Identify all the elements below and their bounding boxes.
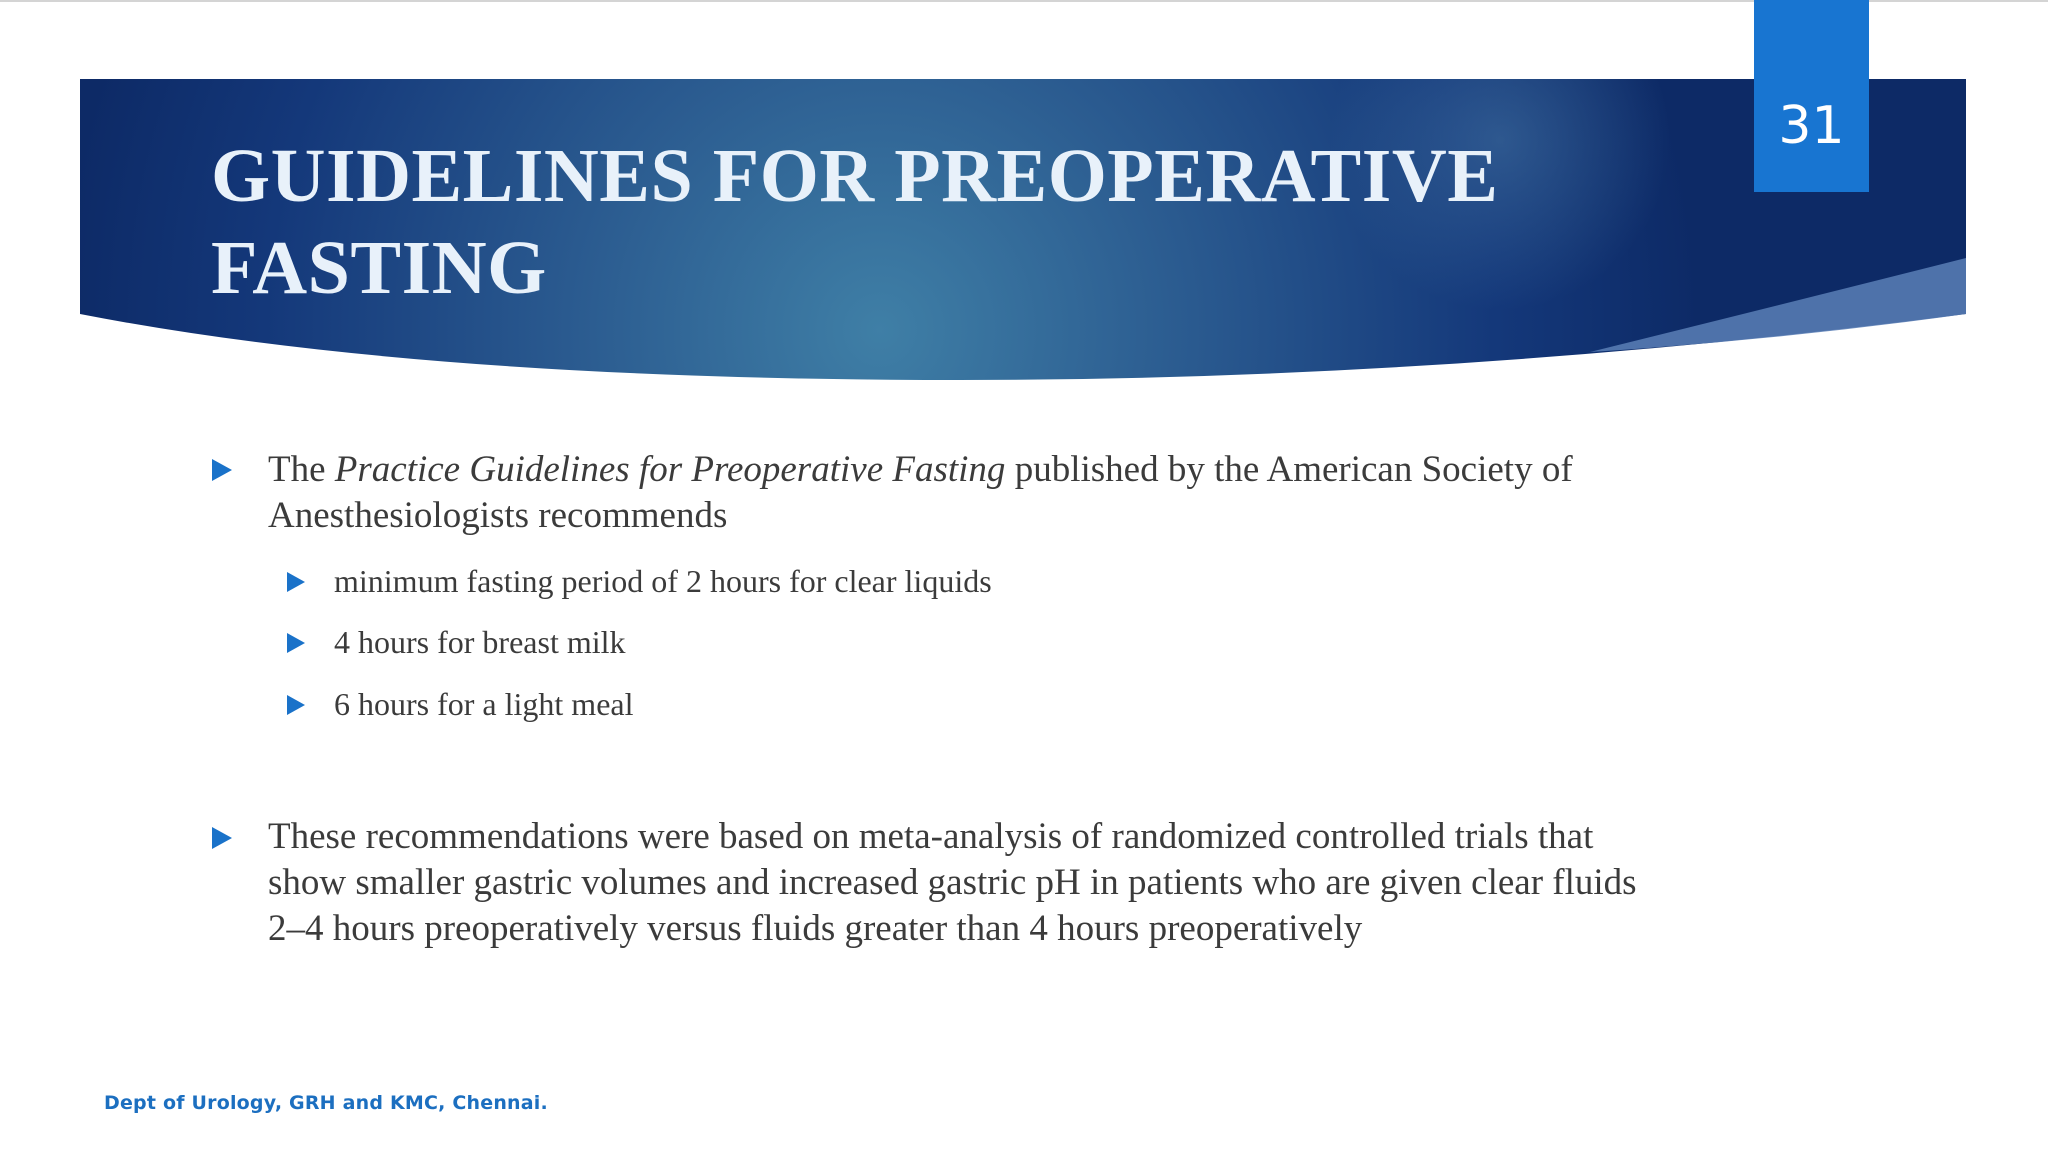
triangle-right-icon bbox=[212, 459, 232, 481]
sub-bullet-1: minimum fasting period of 2 hours for clear liquids bbox=[334, 563, 992, 599]
triangle-right-icon bbox=[287, 633, 305, 653]
bullet-2-text: These recommendations were based on meta-analysis of randomized controlled trials that show smaller gastric volumes and increased gastric pH in patients who are given clear fluids 2–4 hours preoperatively versus fluids greater than 4 hours preoperatively bbox=[268, 816, 1637, 949]
triangle-right-icon bbox=[212, 827, 232, 849]
title-line-2: FASTING bbox=[211, 226, 547, 310]
title-line-1: GUIDELINES FOR PREOPERATIVE bbox=[211, 134, 1499, 218]
bullet-1-italic-title: Practice Guidelines for Preoperative Fasting bbox=[334, 449, 1006, 490]
bullet-1-prefix: The bbox=[268, 449, 335, 490]
footer-department: Dept of Urology, GRH and KMC, Chennai. bbox=[104, 1092, 548, 1114]
slide-title bbox=[211, 130, 1611, 314]
bullet-1-suffix: published by the American Society of Anesthesiologists recommends bbox=[268, 449, 1573, 536]
bullet-1-text bbox=[268, 447, 1748, 539]
triangle-right-icon bbox=[287, 572, 305, 592]
triangle-right-icon bbox=[287, 695, 305, 715]
sub-bullet-3: 6 hours for a light meal bbox=[334, 686, 634, 722]
slide-number: 31 bbox=[1778, 96, 1845, 156]
sub-bullet-2: 4 hours for breast milk bbox=[334, 624, 626, 660]
